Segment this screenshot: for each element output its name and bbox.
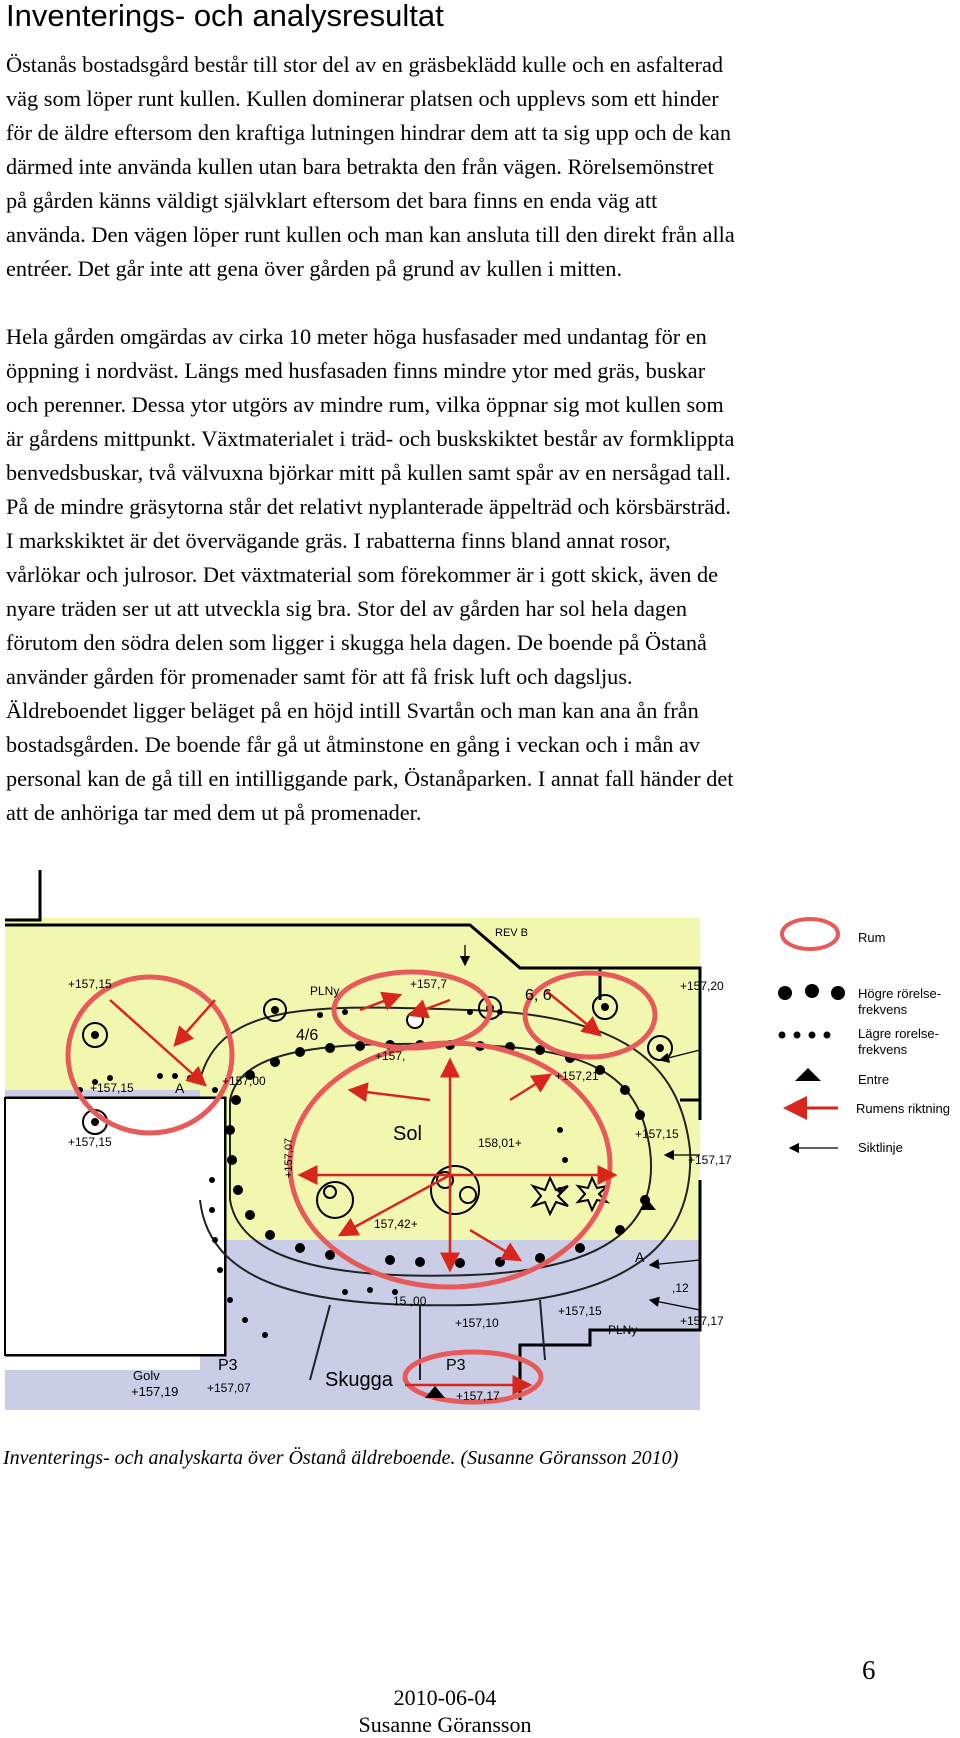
elevation: +157,15	[68, 1135, 112, 1149]
legend-high-frequency-label: frekvens	[858, 1002, 908, 1017]
paragraph-line: för de äldre eftersom den kraftiga lutningen hindrar dem att ta sig upp och de kan	[6, 120, 732, 145]
page-number: 6	[862, 1655, 876, 1685]
legend-low-frequency-symbol	[779, 1032, 831, 1039]
elevation: +157,00	[222, 1074, 266, 1088]
floor-label: Golv	[133, 1368, 160, 1383]
footer-author: Susanne Göransson	[358, 1712, 532, 1737]
building-block	[5, 1098, 225, 1355]
legend-high-frequency-symbol	[778, 984, 845, 1000]
elevation: +157,17	[456, 1389, 500, 1403]
elevation: ,12	[672, 1281, 689, 1295]
legend-entrance-label: Entre	[858, 1072, 890, 1087]
paragraph-line: och perenner. Dessa ytor utgörs av mindre rum, vilka öppnar sig mot kullen som	[6, 392, 724, 417]
elevation: +157,15	[90, 1081, 134, 1095]
paragraph-line: vårlökar och julrosor. Det växtmaterial som förekommer är i gott skick, även de	[6, 562, 719, 587]
paragraph-line: använda. Den vägen löper runt kullen och man kan ansluta till den direkt från alla	[6, 222, 735, 247]
figure-caption: Inventerings- och analyskarta över Östanå äldreboende. (Susanne Göransson 2010)	[3, 1447, 679, 1469]
legend-entrance-symbol	[795, 1068, 821, 1081]
elevation: +157,07	[207, 1381, 251, 1395]
paragraph-line: öppning i nordväst. Längs med husfasaden finns mindre ytor med gräs, buskar	[6, 358, 706, 383]
legend-low-frequency-label: Lägre rorelse-	[858, 1026, 939, 1041]
elevation: +157,20	[680, 979, 724, 993]
paragraph-line: I markskiktet är det övervägande gräs. I rabatterna finns bland annat rosor,	[6, 528, 671, 553]
paragraph-line: väg som löper runt kullen. Kullen dominerar platsen och upplevs som ett hinder	[6, 86, 719, 111]
legend-room-label: Rum	[858, 930, 886, 945]
legend-room-symbol	[782, 919, 838, 949]
elevation: 158,01+	[478, 1136, 522, 1150]
paragraph-line: är gårdens mittpunkt. Växtmaterialet i träd- och buskskiktet består av formklippta	[6, 426, 735, 451]
paragraph-line: Östanås bostadsgård består till stor del av en gräsbeklädd kulle och en asfalterad	[6, 52, 723, 77]
floor-level: +157,19	[131, 1384, 179, 1399]
legend-direction-label: Rumens riktning	[856, 1101, 950, 1116]
sun-label: Sol	[393, 1123, 422, 1145]
elevation: +157,7	[410, 977, 448, 991]
fraction-4-6: 4/6	[296, 1027, 319, 1044]
fraction-6-6: 6, 6	[525, 987, 552, 1004]
plny-bottom-label: PLNy	[608, 1323, 638, 1337]
a-right-label: A	[635, 1249, 645, 1265]
footer-date: 2010-06-04	[393, 1685, 497, 1710]
p3-left-label: P3	[218, 1357, 238, 1374]
rev-label: REV B	[495, 927, 529, 939]
elevation: +157,17	[680, 1314, 724, 1328]
elevation: +157,10	[455, 1316, 499, 1330]
elevation: +157,21	[555, 1069, 599, 1083]
paragraph-line: personal kan de gå till en intilliggande park, Östanåparken. I annat fall händer det	[6, 766, 734, 791]
shade-label: Skugga	[325, 1369, 393, 1391]
map-legend	[778, 919, 950, 1155]
elevation: 157,42+	[374, 1217, 418, 1231]
paragraph-line: Äldreboendet ligger beläget på en höjd intill Svartån och man kan ana ån från	[6, 698, 699, 723]
paragraph-line: entréer. Det går inte att gena över gården på grund av kullen i mitten.	[6, 256, 623, 281]
elevation: 15 ,00	[393, 1294, 427, 1308]
elevation: +157,17	[688, 1153, 732, 1167]
paragraph-1	[6, 48, 911, 286]
paragraph-line: förutom den södra delen som ligger i skugga hela dagen. De boende på Östanå	[6, 630, 707, 655]
paragraph-2	[6, 320, 911, 830]
elevation: +157,15	[635, 1127, 679, 1141]
paragraph-line: att de anhöriga tar med dem ut på promenader.	[6, 800, 422, 825]
elevation: +157,07	[283, 1137, 295, 1178]
legend-sightline-label: Siktlinje	[858, 1140, 903, 1155]
paragraph-line: bostadsgården. De boende får gå ut åtminstone en gång i veckan och i mån av	[6, 732, 701, 757]
p3-right-label: P3	[446, 1357, 466, 1374]
paragraph-line: på gården känns väldigt självklart eftersom det bara finns en enda väg att	[6, 188, 658, 213]
inventory-analysis-map	[0, 862, 960, 1415]
paragraph-line: Hela gården omgärdas av cirka 10 meter höga husfasader med undantag för en	[6, 324, 707, 349]
paragraph-line: därmed inte använda kullen utan bara betrakta den från vägen. Rörelsemönstret	[6, 154, 714, 179]
plny-top-label: PLNy	[310, 984, 340, 998]
paragraph-line: benvedsbuskar, två välvuxna björkar mitt på kullen samt spår av en nersågad tall.	[6, 460, 731, 485]
page-heading: Inventerings- och analysresultat	[6, 0, 444, 33]
legend-low-frequency-label: frekvens	[858, 1042, 908, 1057]
paragraph-line: använder gården för promenader samt för att få frisk luft och dagsljus.	[6, 664, 633, 689]
elevation: +157,	[375, 1049, 406, 1063]
paragraph-line: På de mindre gräsytorna står det relativt nyplanterade äppelträd och körsbärsträd.	[6, 494, 731, 519]
a-left-label: A	[175, 1080, 185, 1096]
elevation: +157,15	[68, 977, 112, 991]
elevation: +157,15	[558, 1304, 602, 1318]
paragraph-line: nyare träden ser ut att utveckla sig bra. Stor del av gården har sol hela dagen	[6, 596, 688, 621]
legend-high-frequency-label: Högre rörelse-	[858, 986, 942, 1001]
